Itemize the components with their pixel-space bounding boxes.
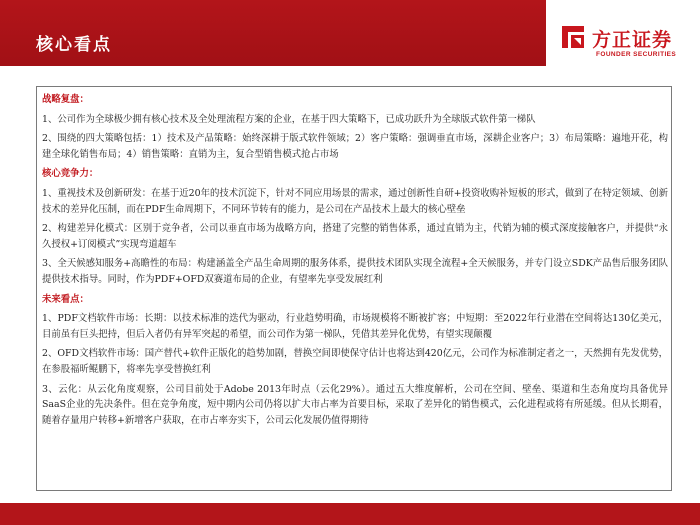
footer-bar [0, 503, 700, 525]
logo-name-cn: 方正证券 [592, 29, 673, 51]
paragraph: 1、公司作为全球极少拥有核心技术及全处理流程方案的企业，在基于四大策略下，已成功跃升为全球版式软件第一梯队 [42, 113, 536, 125]
section-outlook [42, 292, 668, 429]
paragraph: 2、OFD文档软件市场：国产替代+软件正版化的趋势加剧，替换空间即使保守估计也将达到420亿元，公司作为标准制定者之一，天然拥有先发优势，在参股福昕鲲鹏下，将率先享受替换红利 [42, 348, 668, 375]
section-strategy [42, 92, 668, 162]
section-heading: 未来看点： [42, 293, 89, 305]
paragraph: 2、构建差异化模式：区别于竞争者，公司以垂直市场为战略方向，搭建了完整的销售体系，通过直销为主，代销为辅的模式深度接触客户，并提供“永久授权+订阅模式”实现弯道超车 [42, 223, 668, 250]
founder-logo-icon [560, 24, 586, 50]
section-competitiveness [42, 166, 668, 287]
company-logo [560, 24, 690, 64]
section-heading: 战略复盘： [42, 94, 89, 105]
paragraph: 1、PDF文档软件市场：长期：以技术标准的迭代为驱动，行业趋势明确，市场规模将不断被扩容；中短期：至2022年行业潜在空间将达130亿美元，目前虽有巨头把持，但后入者仍有异军突起的希望，而公司作为第一梯队，凭借其差异化优势，有望实现颠覆 [42, 313, 668, 340]
paragraph: 1、重视技术及创新研发：在基于近20年的技术沉淀下，针对不同应用场景的需求，通过创新性自研+投资收购补短板的形式，做到了在特定领域、创新技术的差异化压制，而在PDF生命周期下，不同环节转有的能力，是公司在产品技术上最大的核心壁垒 [42, 187, 668, 215]
paragraph: 2、围绕的四大策略包括：1）技术及产品策略：始终深耕于版式软件领域；2）客户策略：强调垂直市场，深耕企业客户；3）布局策略：遍地开花，构建全球化销售布局；4）销售策略：直销为主，复合型销售模式抢占市场 [42, 133, 668, 160]
header-bar [0, 0, 546, 66]
paragraph: 3、云化：从云化角度观察，公司目前处于Adobe 2013年时点（云化29%）。通过五大维度解析，公司在空间、壁垒、渠道和生态角度均具备优异SaaS企业的先决条件。但在竞争角度，短中期内公司仍将以扩大市占率为首要目标，采取了差异化的销售模式，云化进程或将有所延缓。但从长期看，随着存量用户转移+新增客户获取，在市占率夯实下，公司云化发展仍值得期待 [42, 383, 668, 426]
logo-name-en: FOUNDER SECURITIES [596, 51, 677, 58]
content-body [42, 92, 668, 432]
section-heading: 核心竞争力： [42, 168, 99, 180]
paragraph: 3、全天候感知服务+高瞻性的布局：构建涵盖全产品生命周期的服务体系，提供技术团队实现全流程+全天候服务，并专门设立SDK产品售后服务团队提供技术指导。同时，作为PDF+OFD双赛道布局的企业，有望率先享受发展红利 [42, 258, 668, 285]
page-title: 核心看点 [36, 35, 112, 55]
